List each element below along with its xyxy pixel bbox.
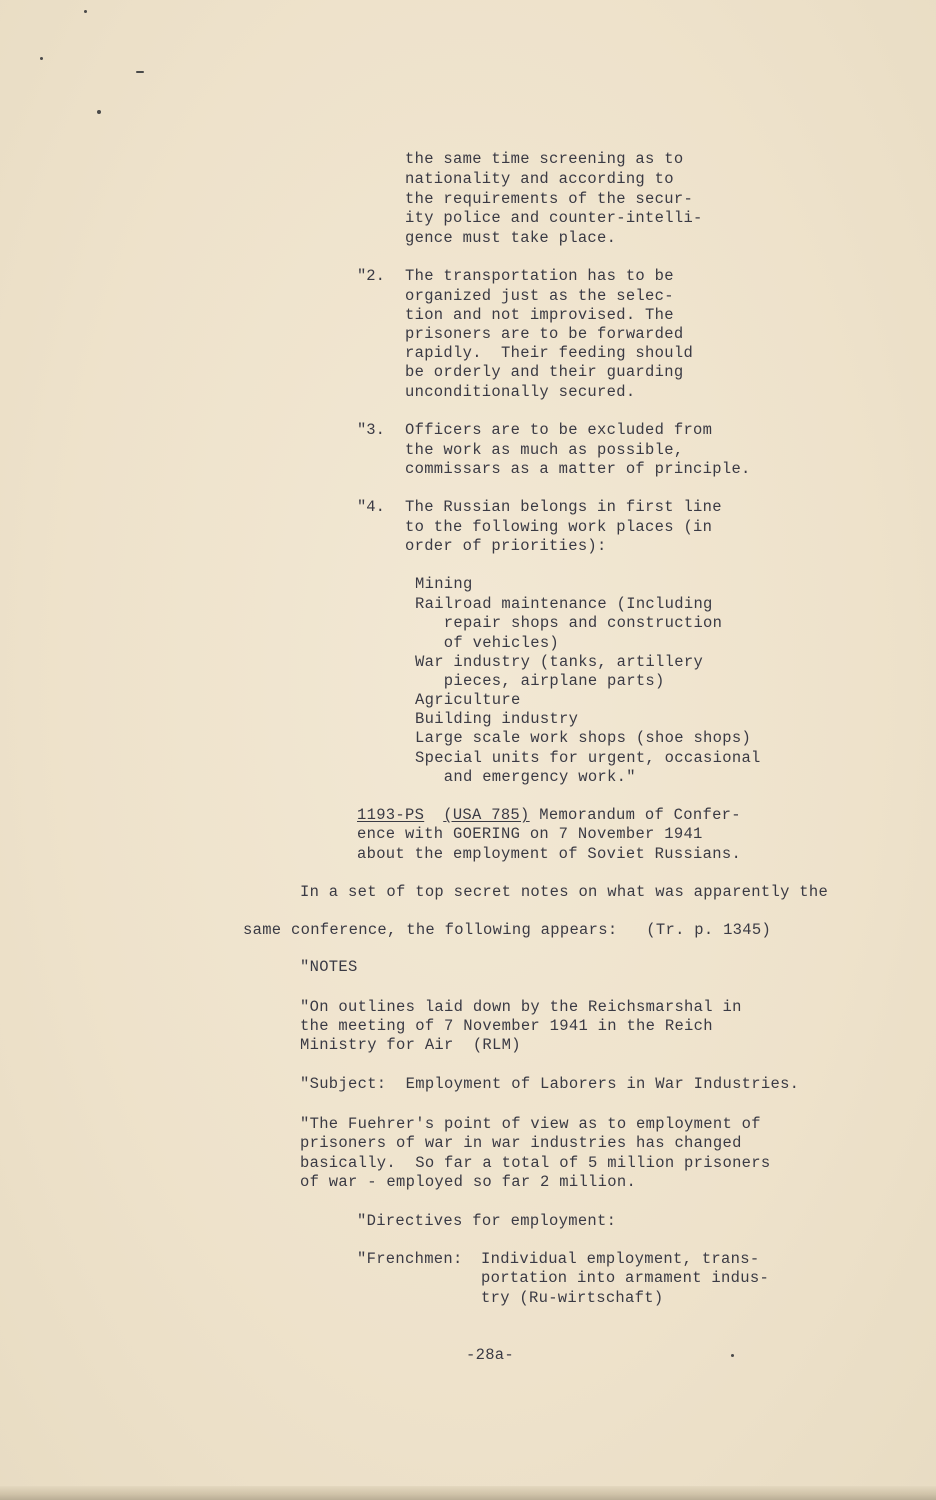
item-2-line: rapidly. Their feeding should xyxy=(405,344,694,362)
scan-speck xyxy=(97,110,101,114)
item-3-number: "3. xyxy=(357,421,385,439)
item-2-line: be orderly and their guarding xyxy=(405,363,684,381)
paragraph-line: In a set of top secret notes on what was apparently the xyxy=(300,883,829,901)
notes-intro-line: "On outlines laid down by the Reichsmarshal in xyxy=(300,998,742,1016)
intro-line: the same time screening as to xyxy=(405,150,684,168)
item-3-line: the work as much as possible, xyxy=(405,441,684,459)
work-place-line: of vehicles) xyxy=(415,634,560,652)
scan-speck xyxy=(731,1354,734,1357)
intro-line: gence must take place. xyxy=(405,229,617,247)
item-4-number: "4. xyxy=(357,498,385,516)
intro-line: nationality and according to xyxy=(405,170,674,188)
fuehrer-line: "The Fuehrer's point of view as to employment of xyxy=(300,1115,761,1133)
frenchmen-line: Individual employment, trans- xyxy=(481,1250,760,1268)
fuehrer-line: prisoners of war in war industries has changed xyxy=(300,1134,742,1152)
page-bottom-edge xyxy=(0,1486,936,1500)
work-place-line: Building industry xyxy=(415,710,579,728)
work-place-line: War industry (tanks, artillery xyxy=(415,653,704,671)
scan-speck xyxy=(40,57,43,60)
frenchmen-line: portation into armament indus- xyxy=(481,1269,770,1287)
subject-line: "Subject: Employment of Laborers in War Industries. xyxy=(300,1075,800,1093)
notes-intro-line: the meeting of 7 November 1941 in the Reich xyxy=(300,1017,713,1035)
item-2-number: "2. xyxy=(357,267,385,285)
intro-line: ity police and counter-intelli- xyxy=(405,209,703,227)
reference-title: Memorandum of Confer- xyxy=(529,806,741,824)
directives-heading: "Directives for employment: xyxy=(357,1212,617,1230)
work-place-line: Special units for urgent, occasional xyxy=(415,749,761,767)
paragraph-line: same conference, the following appears: (Tr. p. 1345) xyxy=(243,921,772,939)
reference-exhibit: (USA 785) xyxy=(443,806,530,824)
notes-intro-line: Ministry for Air (RLM) xyxy=(300,1036,521,1054)
work-place-line: Railroad maintenance (Including xyxy=(415,595,713,613)
work-place-line: Agriculture xyxy=(415,691,521,709)
work-place-line: Mining xyxy=(415,575,473,593)
item-3-line: Officers are to be excluded from xyxy=(405,421,713,439)
item-4-line: The Russian belongs in first line xyxy=(405,498,722,516)
fuehrer-line: basically. So far a total of 5 million prisoners xyxy=(300,1154,771,1172)
reference-line: ence with GOERING on 7 November 1941 xyxy=(357,825,703,843)
frenchmen-line: try (Ru-wirtschaft) xyxy=(481,1289,664,1307)
scan-speck xyxy=(136,71,144,73)
intro-line: the requirements of the secur- xyxy=(405,190,694,208)
reference-line: about the employment of Soviet Russians. xyxy=(357,845,742,863)
item-2-line: The transportation has to be xyxy=(405,267,674,285)
item-4-line: to the following work places (in xyxy=(405,518,713,536)
page-number: -28a- xyxy=(466,1346,515,1364)
reference-line xyxy=(357,806,741,826)
work-place-line: pieces, airplane parts) xyxy=(415,672,665,690)
scan-speck xyxy=(84,10,87,13)
item-2-line: unconditionally secured. xyxy=(405,383,636,401)
frenchmen-label: "Frenchmen: xyxy=(357,1250,463,1268)
item-2-line: organized just as the selec- xyxy=(405,287,674,305)
item-2-line: tion and not improvised. The xyxy=(405,306,674,324)
work-place-line: repair shops and construction xyxy=(415,614,723,632)
item-2-line: prisoners are to be forwarded xyxy=(405,325,684,343)
work-place-line: and emergency work." xyxy=(415,768,636,786)
work-place-line: Large scale work shops (shoe shops) xyxy=(415,729,752,747)
fuehrer-line: of war - employed so far 2 million. xyxy=(300,1173,637,1191)
item-3-line: commissars as a matter of principle. xyxy=(405,460,751,478)
reference-doc-id: 1193-PS xyxy=(357,806,425,824)
notes-heading: "NOTES xyxy=(300,958,358,976)
item-4-line: order of priorities): xyxy=(405,537,607,555)
